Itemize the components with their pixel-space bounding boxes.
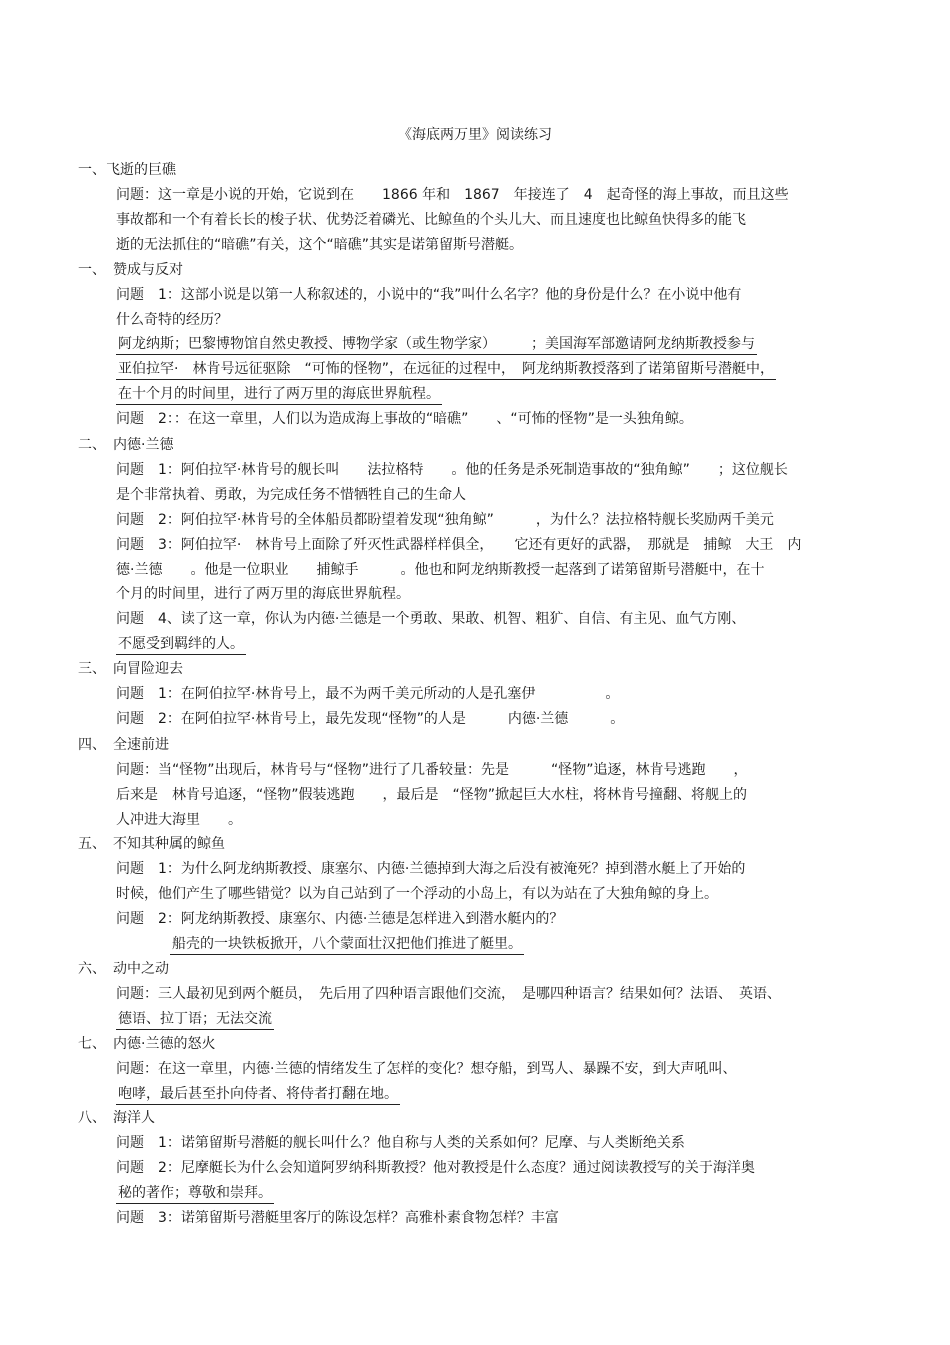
answer-text: 船壳的一块铁板掀开，八个蒙面壮汉把他们推进了艇里。	[170, 934, 524, 955]
question-text: 问题：当“怪物”出现后，林肯号与“怪物”进行了几番较量：先是 “怪物”追逐，林肯号逃跑 ，	[116, 762, 748, 778]
section-heading: 一、飞逝的巨礁	[78, 162, 176, 178]
section-heading: 七、 内德·兰德的怒火	[78, 1036, 216, 1052]
section-heading: 三、 向冒险迎去	[78, 661, 183, 677]
question-text: 问题：在这一章里，内德·兰德的情绪发生了怎样的变化？想夺船，到骂人、暴躁不安，到大声吼叫、	[116, 1061, 737, 1077]
section-heading: 八、 海洋人	[78, 1110, 155, 1126]
question-text: 问题 1：为什么阿龙纳斯教授、康塞尔、内德·兰德掉到大海之后没有被淹死？掉到潜水艇上了开始的	[116, 861, 746, 877]
answer-text: 不愿受到羁绊的人。	[116, 634, 246, 655]
section-heading: 五、 不知其种属的鲸鱼	[78, 836, 225, 852]
question-text: 问题 2：阿龙纳斯教授、康塞尔、内德·兰德是怎样进入到潜水艇内的？	[116, 911, 564, 927]
question-text: 德·兰德 。他是一位职业 捕鲸手 。他也和阿龙纳斯教授一起落到了诺第留斯号潜艇中，在十	[116, 562, 765, 578]
question-text: 后来是 林肯号追逐，“怪物”假装逃跑 ，最后是 “怪物”掀起巨大水柱，将林肯号撞翻、将舰上的	[116, 787, 748, 803]
answer-text: 德语、拉丁语；无法交流	[116, 1009, 274, 1030]
question-text: 问题 1：在阿伯拉罕·林肯号上，最不为两千美元所动的人是孔塞伊 。	[116, 686, 620, 702]
question-text: 问题 2：尼摩艇长为什么会知道阿罗纳科斯教授？他对教授是什么态度？通过阅读教授写的关于海洋奥	[116, 1160, 755, 1176]
question-text: 问题：三人最初见到两个艇员， 先后用了四种语言跟他们交流， 是哪四种语言？结果如何？法语、 英语、	[116, 986, 781, 1002]
answer-text: 人冲进大海里 。	[116, 812, 242, 828]
answer-text: 亚伯拉罕· 林肯号远征驱除 “可怖的怪物”，在远征的过程中， 阿龙纳斯教授落到了诺第留斯号潜艇中，	[116, 359, 776, 380]
question-text: 问题 2：：在这一章里，人们以为造成海上事故的“暗礁” 、“可怖的怪物”是一头独角鲸。	[116, 411, 693, 427]
question-text: 问题 1：阿伯拉罕·林肯号的舰长叫 法拉格特 。他的任务是杀死制造事故的“独角鲸” ；这位舰长	[116, 462, 788, 478]
question-text: 时候，他们产生了哪些错觉？以为自己站到了一个浮动的小岛上，有以为站在了大独角鲸的身上。	[116, 886, 718, 902]
answer-text: 咆哮，最后甚至扑向侍者、将侍者打翻在地。	[116, 1084, 400, 1105]
answer-text: 是个非常执着、勇敢，为完成任务不惜牺牲自己的生命人	[116, 487, 466, 503]
section-heading: 六、 动中之动	[78, 961, 169, 977]
question-text: 什么奇特的经历？	[116, 312, 228, 328]
page-title: 《海底两万里》阅读练习	[398, 127, 552, 143]
section-heading: 二、 内德·兰德	[78, 437, 174, 453]
question-text: 问题 1：这部小说是以第一人称叙述的，小说中的“我”叫什么名字？他的身份是什么？在小说中他有	[116, 287, 742, 303]
question-text: 问题 3：阿伯拉罕· 林肯号上面除了歼灭性武器样样俱全， 它还有更好的武器， 那就是 捕鲸 大王 内	[116, 537, 802, 553]
question-text: 问题 2：阿伯拉罕·林肯号的全体船员都盼望着发现“独角鲸” ，为什么？法拉格特舰长奖励两千美元	[116, 512, 774, 528]
question-text: 问题：这一章是小说的开始，它说到在 1866 年和 1867 年接连了 4 起奇怪的海上事故，而且这些	[116, 187, 789, 203]
question-text: 事故都和一个有着长长的梭子状、优势泛着磷光、比鲸鱼的个头儿大、而且速度也比鲸鱼快得多的能飞	[116, 212, 746, 228]
question-text: 问题 3：诺第留斯号潜艇里客厅的陈设怎样？高雅朴素食物怎样？丰富	[116, 1210, 559, 1226]
section-heading: 一、 赞成与反对	[78, 262, 183, 278]
question-text: 问题 4、读了这一章，你认为内德·兰德是一个勇敢、果敢、机智、粗犷、自信、有主见、血气方刚、	[116, 611, 746, 627]
section-heading: 四、 全速前进	[78, 737, 169, 753]
answer-text: 阿龙纳斯；巴黎博物馆自然史教授、博物学家（或生物学家） ；美国海军部邀请阿龙纳斯教授参与	[116, 334, 757, 355]
question-text: 问题 2：在阿伯拉罕·林肯号上，最先发现“怪物”的人是 内德·兰德 。	[116, 711, 625, 727]
answer-text: 在十个月的时间里，进行了两万里的海底世界航程。	[116, 384, 442, 405]
question-text: 问题 1：诺第留斯号潜艇的舰长叫什么？他自称与人类的关系如何？尼摩、与人类断绝关系	[116, 1135, 685, 1151]
question-text: 个月的时间里，进行了两万里的海底世界航程。	[116, 586, 410, 602]
answer-text: 逝的无法抓住的“暗礁”有关，这个“暗礁”其实是诺第留斯号潜艇。	[116, 237, 524, 253]
answer-text: 秘的著作；尊敬和崇拜。	[116, 1183, 274, 1204]
